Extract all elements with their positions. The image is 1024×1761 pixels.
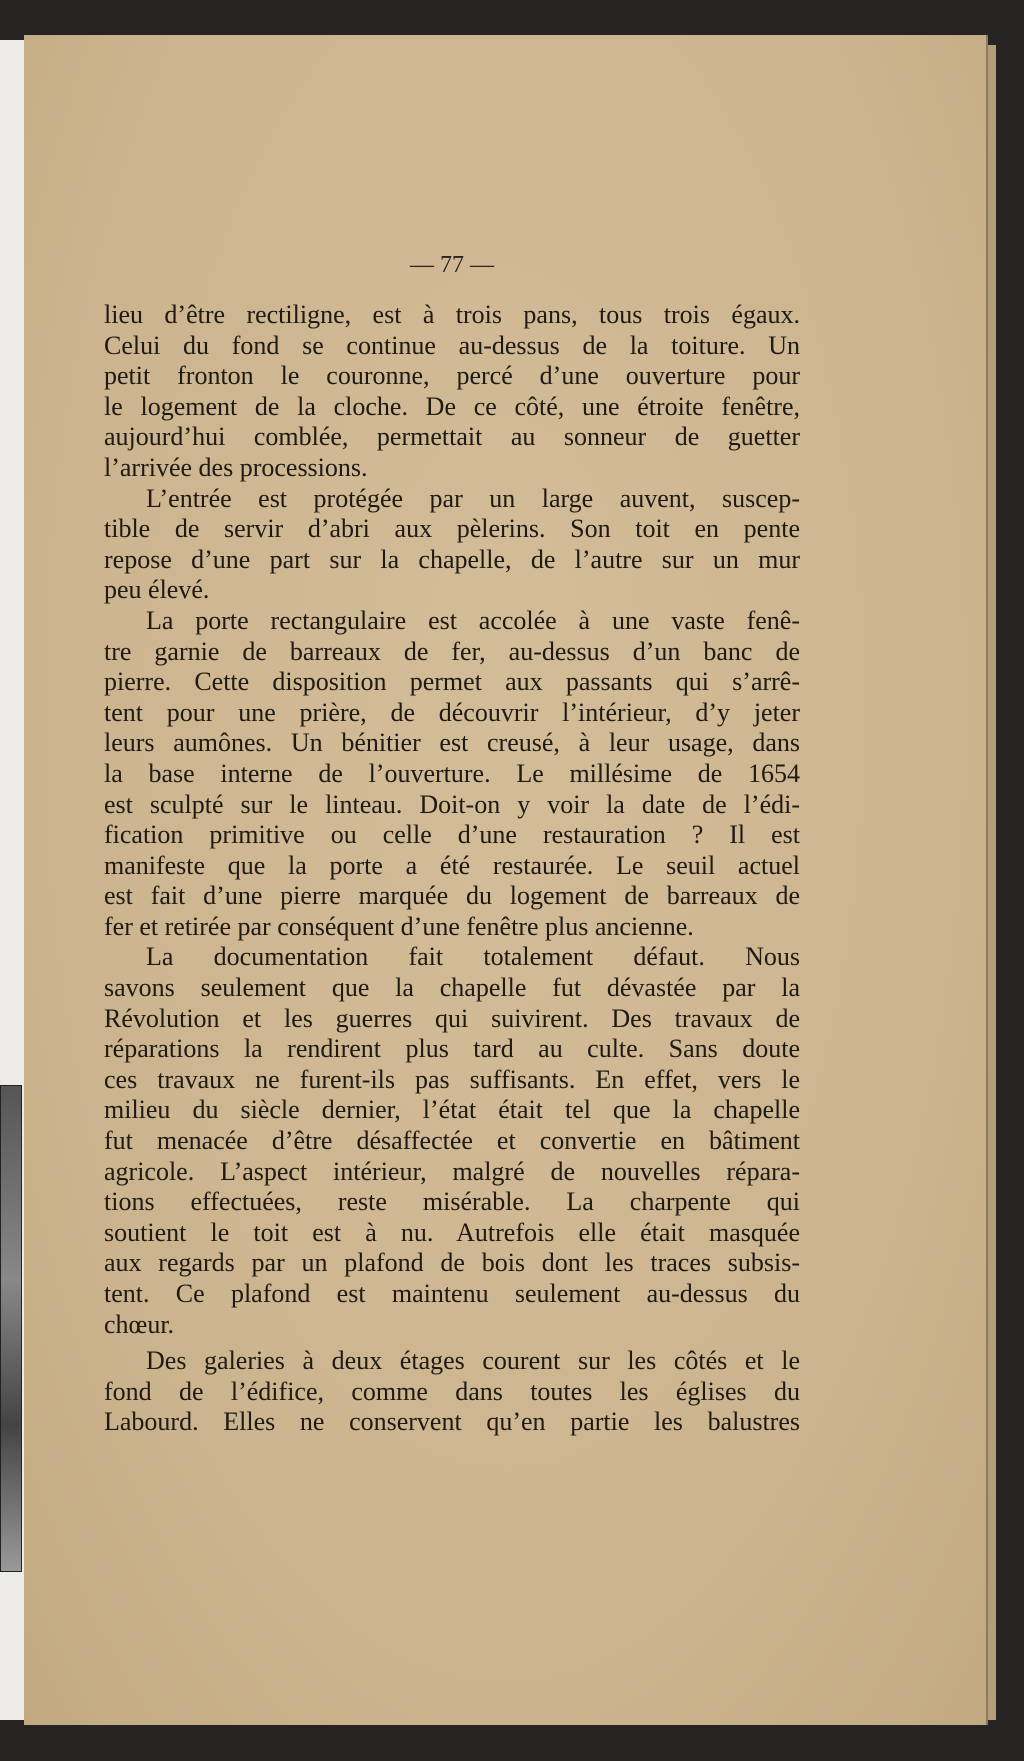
adjacent-page-photo [0,1085,22,1572]
text-line: tent. Ce plafond est maintenu seulement au-dessus du [104,1279,800,1308]
text-line: savons seulement que la chapelle fut dévastée par la [104,973,800,1003]
text-line: Labourd. Elles ne conservent qu’en partie les balustres [104,1407,800,1437]
text-line: petit fronton le couronne, percé d’une ouverture pour [104,361,800,391]
text-line: leurs aumônes. Un bénitier est creusé, à leur usage, dans [104,728,800,758]
text-line: tions effectuées, reste misérable. La charpente qui [104,1187,800,1217]
text-line: chœur. [104,1309,175,1339]
text-line: Celui du fond se continue au-dessus de la toiture. Un [104,330,800,360]
text-line: pierre. Cette disposition permet aux passants qui s’arrê- [104,667,800,697]
text-line: fond de l’édifice, comme dans toutes les églises du [104,1376,800,1406]
text-line: est fait d’une pierre marquée du logement de barreaux de [104,881,800,911]
text-line: le logement de la cloche. De ce côté, une étroite fenêtre, [104,391,800,421]
text-line: repose d’une part sur la chapelle, de l’autre sur un mur [104,544,800,574]
text-line: La porte rectangulaire est accolée à une vaste fenê- [146,605,800,635]
text-line: tre garnie de barreaux de fer, au-dessus d’un banc de [104,636,800,666]
text-line: aujourd’hui comblée, permettait au sonneur de guetter [104,422,800,452]
page-stack-edge [986,45,996,1720]
text-line: tent pour une prière, de découvrir l’intérieur, d’y jeter [104,697,800,727]
text-line: réparations la rendirent plus tard au culte. Sans doute [104,1034,800,1064]
text-line: fut menacée d’être désaffectée et convertie en bâtiment [104,1126,800,1156]
text-line: peu élevé. [104,575,210,605]
text-line: fer et retirée par conséquent d’une fenêtre plus ancienne. [104,911,694,941]
text-line: manifeste que la porte a été restaurée. Le seuil actuel [104,850,800,880]
text-line: la base interne de l’ouverture. Le millésime de 1654 [104,758,800,788]
text-line: soutient le toit est à nu. Autrefois elle était masquée [104,1217,800,1247]
text-line: L’entrée est protégée par un large auvent, suscep- [146,483,800,513]
text-line: tible de servir d’abri aux pèlerins. Son toit en pente [104,514,800,544]
text-line: La documentation fait totalement défaut. Nous [146,942,800,972]
text-line: lieu d’être rectiligne, est à trois pans, tous trois égaux. [104,300,800,329]
text-line: aux regards par un plafond de bois dont les traces subsis- [104,1248,800,1278]
text-line: fication primitive ou celle d’une restauration ? Il est [104,820,800,850]
text-line: est sculpté sur le linteau. Doit-on y voir la date de l’édi- [104,789,800,819]
page-number: — 77 — [410,252,494,278]
text-line: milieu du siècle dernier, l’état était tel que la chapelle [104,1095,800,1125]
text-line: l’arrivée des processions. [104,452,368,482]
text-line: ces travaux ne furent-ils pas suffisants. En effet, vers le [104,1064,800,1094]
text-line: agricole. L’aspect intérieur, malgré de nouvelles répara- [104,1156,800,1186]
text-line: Des galeries à deux étages courent sur les côtés et le [146,1346,800,1376]
text-line: Révolution et les guerres qui suivirent. Des travaux de [104,1003,800,1033]
body-text [104,300,800,1438]
